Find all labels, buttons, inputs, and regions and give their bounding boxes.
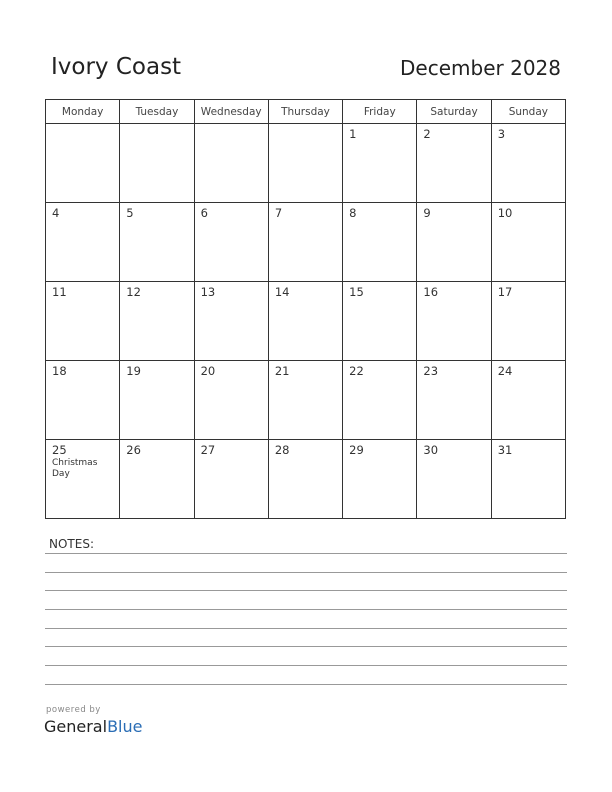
day-number: 8 xyxy=(349,206,357,220)
day-number: 7 xyxy=(274,206,283,220)
weekday-header-friday: Friday xyxy=(343,100,417,124)
weekday-header-thursday: Thursday xyxy=(268,100,342,124)
calendar-day-cell xyxy=(491,282,565,361)
powered-by-text: powered by xyxy=(46,705,101,715)
calendar-day-cell xyxy=(46,124,120,203)
calendar-day-cell xyxy=(417,282,491,361)
calendar-day-cell xyxy=(268,440,342,519)
generalblue-logo xyxy=(44,717,142,736)
calendar-day-cell xyxy=(194,361,268,440)
calendar-day-cell xyxy=(343,282,417,361)
calendar-week-row xyxy=(46,440,566,519)
weekday-header-row xyxy=(46,100,566,124)
weekday-header-monday: Monday xyxy=(46,100,120,124)
weekday-header-tuesday: Tuesday xyxy=(120,100,194,124)
calendar-day-cell xyxy=(46,440,120,519)
calendar-day-cell xyxy=(491,440,565,519)
day-number: 31 xyxy=(497,443,513,457)
calendar-day-cell xyxy=(120,440,194,519)
day-number: 27 xyxy=(200,443,216,457)
calendar-day-cell xyxy=(120,203,194,282)
calendar-day-cell xyxy=(120,282,194,361)
calendar-day-cell xyxy=(120,124,194,203)
calendar-day-cell xyxy=(491,124,565,203)
calendar-day-cell xyxy=(46,361,120,440)
day-number: 4 xyxy=(52,206,60,220)
day-number: 2 xyxy=(423,127,431,141)
day-number: 28 xyxy=(274,443,290,457)
day-number: 21 xyxy=(274,364,290,378)
logo-blue-text: Blue xyxy=(107,717,143,736)
day-number: 16 xyxy=(423,285,439,299)
weekday-header-sunday: Sunday xyxy=(491,100,565,124)
notes-label: NOTES: xyxy=(49,537,94,551)
calendar-day-cell xyxy=(491,203,565,282)
note-line xyxy=(45,609,567,610)
day-number: 9 xyxy=(423,206,431,220)
day-number: 10 xyxy=(497,206,513,220)
calendar-day-cell xyxy=(417,124,491,203)
day-number: 23 xyxy=(423,364,439,378)
calendar-day-cell xyxy=(194,440,268,519)
day-number: 5 xyxy=(126,206,134,220)
calendar-day-cell xyxy=(417,361,491,440)
note-line xyxy=(45,553,567,554)
calendar-day-cell xyxy=(491,361,565,440)
day-number: 15 xyxy=(349,285,364,299)
day-number: 12 xyxy=(126,285,141,299)
day-number: 19 xyxy=(126,364,141,378)
calendar-day-cell xyxy=(194,124,268,203)
calendar-day-cell xyxy=(268,124,342,203)
note-line xyxy=(45,684,567,685)
calendar-day-cell xyxy=(343,203,417,282)
holiday-label: Christmas Day xyxy=(52,458,98,479)
calendar-day-cell xyxy=(46,282,120,361)
calendar-day-cell xyxy=(194,282,268,361)
month-year-title: December 2028 xyxy=(400,56,561,80)
note-line xyxy=(45,665,567,666)
calendar-week-row xyxy=(46,203,566,282)
calendar-day-cell xyxy=(417,203,491,282)
calendar-day-cell xyxy=(343,440,417,519)
weekday-header-saturday: Saturday xyxy=(417,100,491,124)
day-number: 11 xyxy=(52,285,67,299)
calendar-day-cell xyxy=(120,361,194,440)
day-number: 29 xyxy=(349,443,364,457)
calendar-day-cell xyxy=(268,203,342,282)
day-number: 30 xyxy=(423,443,439,457)
day-number: 18 xyxy=(52,364,67,378)
day-number: 20 xyxy=(200,364,216,378)
logo-general-text: General xyxy=(44,717,108,736)
day-number: 22 xyxy=(349,364,364,378)
note-line xyxy=(45,590,567,591)
note-line xyxy=(45,572,567,573)
day-number: 24 xyxy=(497,364,513,378)
country-title: Ivory Coast xyxy=(51,54,182,80)
note-line xyxy=(45,646,567,647)
calendar-week-row xyxy=(46,361,566,440)
day-number: 17 xyxy=(497,285,513,299)
calendar-grid xyxy=(45,99,566,519)
calendar-day-cell xyxy=(268,282,342,361)
day-number: 1 xyxy=(349,127,357,141)
day-number: 3 xyxy=(497,127,506,141)
calendar-day-cell xyxy=(343,124,417,203)
calendar-week-row xyxy=(46,282,566,361)
calendar-day-cell xyxy=(46,203,120,282)
day-number: 26 xyxy=(126,443,141,457)
note-line xyxy=(45,628,567,629)
calendar-day-cell xyxy=(417,440,491,519)
weekday-header-wednesday: Wednesday xyxy=(194,100,268,124)
calendar-week-row xyxy=(46,124,566,203)
day-number: 25 xyxy=(52,443,67,457)
calendar-day-cell xyxy=(268,361,342,440)
day-number: 6 xyxy=(200,206,208,220)
calendar-day-cell xyxy=(194,203,268,282)
day-number: 13 xyxy=(200,285,216,299)
day-number: 14 xyxy=(274,285,290,299)
calendar-day-cell xyxy=(343,361,417,440)
